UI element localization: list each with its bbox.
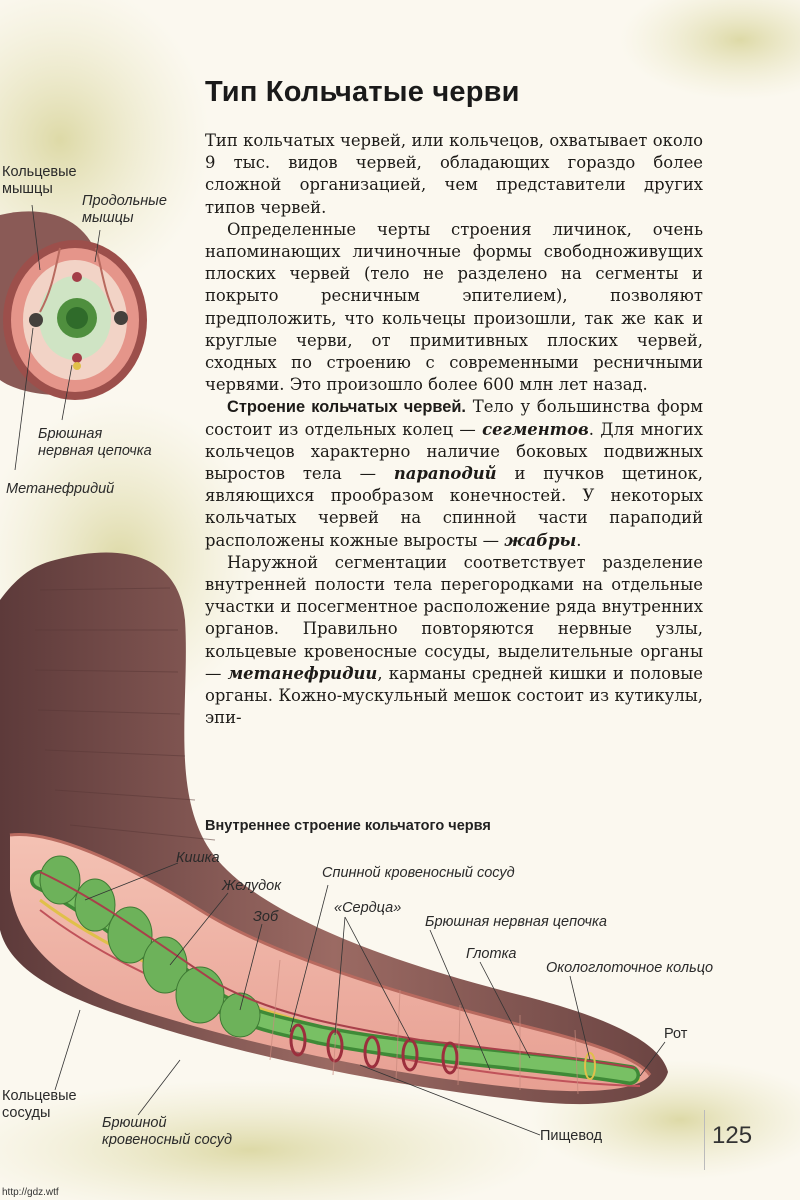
label-mouth: Рот bbox=[664, 1026, 688, 1042]
label-pharyngeal-ring: Окологлоточное кольцо bbox=[546, 960, 714, 976]
label-longitudinal-muscles bbox=[82, 193, 167, 227]
label-ring-vessels bbox=[2, 1088, 77, 1122]
label-ventral-nerve-cord-cross bbox=[38, 426, 152, 460]
label-metanephridium: Метанефридий bbox=[6, 481, 115, 497]
label-ventral-vessel bbox=[102, 1115, 232, 1149]
label-longitudinal-muscles-line2: мышцы bbox=[82, 210, 134, 226]
label-circular-muscles-line1: Кольцевые bbox=[2, 164, 77, 180]
paragraph-segmentation bbox=[205, 552, 703, 730]
figure-caption: Внутреннее строение кольчатого червя bbox=[205, 818, 491, 834]
label-ventral-vessel-line2: кровеносный сосуд bbox=[102, 1132, 232, 1148]
label-esophagus: Пищевод bbox=[540, 1128, 603, 1144]
page-number: 125 bbox=[712, 1122, 753, 1149]
term-parapodia: параподий bbox=[393, 464, 497, 484]
label-crop: Зоб bbox=[253, 909, 279, 925]
label-dorsal-vessel: Спинной кровеносный сосуд bbox=[322, 865, 515, 881]
term-metanephridia: метанефридии bbox=[227, 663, 378, 683]
page-number-divider bbox=[704, 1110, 705, 1170]
label-ventral-vessel-line1: Брюшной bbox=[102, 1115, 167, 1131]
paragraph-origin: Определенные черты строения личинок, очень напоминающих личиночные формы свободноживущих плоских червей (тело не разделено на сегменты и покрыто ресничным эпителием), позволяют предположить, что кольчецы произошли, так же как и круглые черви, от примитивных плоских червей, сходных по строению с современными ресничными червями. Это произошло более 600 млн лет назад. bbox=[205, 219, 703, 395]
page-title: Тип Кольчатые черви bbox=[205, 76, 520, 108]
body-text bbox=[205, 130, 703, 729]
term-segments: сегментов bbox=[482, 419, 589, 439]
label-hearts: «Сердца» bbox=[334, 900, 402, 916]
label-intestine: Кишка bbox=[176, 850, 220, 866]
label-ring-vessels-line1: Кольцевые bbox=[2, 1088, 77, 1104]
label-circular-muscles bbox=[2, 164, 77, 198]
segmentation-text-2: , карманы средней кишки и половые органы. Кожно-мускульный мешок состоит из кутикулы, эпи- bbox=[205, 663, 703, 728]
structure-heading: Строение кольчатых червей. bbox=[227, 398, 466, 417]
site-watermark: http://gdz.wtf bbox=[2, 1187, 59, 1198]
term-gills: жабры bbox=[504, 530, 577, 550]
structure-text-2: . Для многих кольчецов характерно наличие боковых подвижных выростов тела — bbox=[205, 419, 703, 484]
label-pharynx: Глотка bbox=[466, 946, 517, 962]
segmentation-text-1: Наружной сегментации соответствует разделение внутренней полости тела перегородками на отдельные участки и посегментное расположение ряда внутренних органов. Правильно повторяются нервные узлы, кольцевые кровеносные сосуды, выделительные органы — bbox=[205, 552, 703, 683]
label-ring-vessels-line2: сосуды bbox=[2, 1105, 51, 1121]
paragraph-structure bbox=[205, 396, 703, 551]
label-longitudinal-muscles-line1: Продольные bbox=[82, 193, 167, 209]
structure-text-4: . bbox=[576, 530, 582, 550]
label-ventral-nerve-cord-cross-line2: нервная цепочка bbox=[38, 443, 152, 459]
structure-text-1: Тело у большинства форм состоит из отдельных колец — bbox=[205, 397, 703, 439]
structure-text-3: и пучков щетинок, являющихся прообразом конечностей. У некоторых кольчатых червей на спинной части параподий расположены кожные выросты — bbox=[205, 464, 703, 550]
label-ventral-nerve-cord-cross-line1: Брюшная bbox=[38, 426, 103, 442]
label-ventral-nerve-cord: Брюшная нервная цепочка bbox=[425, 914, 607, 930]
label-circular-muscles-line2: мышцы bbox=[2, 181, 53, 197]
paragraph-intro: Тип кольчатых червей, или кольчецов, охватывает около 9 тыс. видов червей, обладающих гораздо более сложной организацией, чем представители других типов червей. bbox=[205, 131, 703, 217]
label-stomach: Желудок bbox=[222, 878, 282, 894]
